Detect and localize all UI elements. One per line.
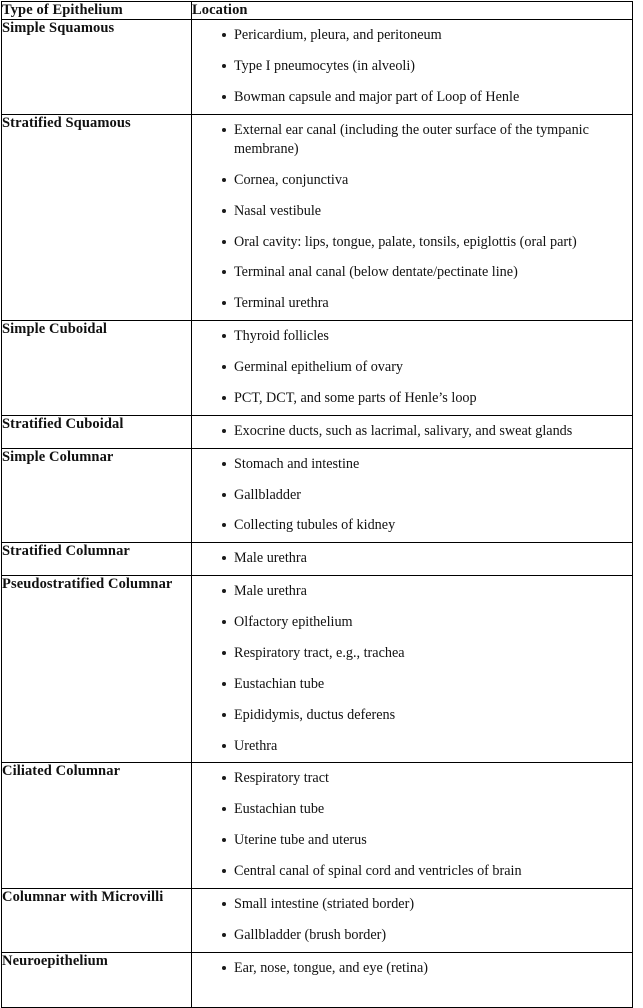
location-list	[192, 895, 632, 945]
epithelium-type-cell: Simple Columnar	[2, 448, 192, 543]
epithelium-type-cell: Neuroepithelium	[2, 952, 192, 1007]
location-list-item: Stomach and intestine	[192, 455, 632, 474]
table-row	[2, 888, 633, 952]
location-list-item: Respiratory tract	[192, 769, 632, 788]
column-header-type-of-epithelium: Type of Epithelium	[2, 2, 192, 20]
location-cell	[192, 576, 633, 763]
location-list-item: Germinal epithelium of ovary	[192, 358, 632, 377]
epithelium-types-table	[1, 1, 633, 1008]
location-cell	[192, 115, 633, 321]
epithelium-type-cell: Columnar with Microvilli	[2, 888, 192, 952]
location-list-item: Exocrine ducts, such as lacrimal, salivary, and sweat glands	[192, 422, 632, 441]
location-list-item: Bowman capsule and major part of Loop of Henle	[192, 88, 632, 107]
location-cell	[192, 888, 633, 952]
epithelium-type-cell: Stratified Squamous	[2, 115, 192, 321]
location-list-item: Eustachian tube	[192, 800, 632, 819]
location-list-item: Olfactory epithelium	[192, 613, 632, 632]
location-cell	[192, 321, 633, 416]
location-list-item: Central canal of spinal cord and ventricles of brain	[192, 862, 632, 881]
location-cell	[192, 763, 633, 889]
location-list-item: Nasal vestibule	[192, 202, 632, 221]
location-list	[192, 582, 632, 755]
table-row	[2, 415, 633, 448]
location-list-item: Collecting tubules of kidney	[192, 516, 632, 535]
location-list	[192, 121, 632, 313]
location-list	[192, 455, 632, 536]
location-list	[192, 769, 632, 881]
location-list-item: Oral cavity: lips, tongue, palate, tonsils, epiglottis (oral part)	[192, 233, 632, 252]
table-row	[2, 763, 633, 889]
table-row	[2, 115, 633, 321]
epithelium-type-cell: Pseudostratified Columnar	[2, 576, 192, 763]
epithelium-type-cell: Ciliated Columnar	[2, 763, 192, 889]
location-cell	[192, 415, 633, 448]
table-row	[2, 952, 633, 1007]
location-list-item: Terminal anal canal (below dentate/pectinate line)	[192, 263, 632, 282]
location-cell	[192, 448, 633, 543]
location-list	[192, 549, 632, 568]
location-cell	[192, 952, 633, 1007]
table-row	[2, 576, 633, 763]
location-list-item: Male urethra	[192, 582, 632, 601]
table-row	[2, 448, 633, 543]
location-cell	[192, 20, 633, 115]
location-list-item: Gallbladder	[192, 486, 632, 505]
location-list-item: Ear, nose, tongue, and eye (retina)	[192, 959, 632, 978]
location-list-item: Gallbladder (brush border)	[192, 926, 632, 945]
location-list	[192, 959, 632, 978]
location-list	[192, 26, 632, 107]
location-cell	[192, 543, 633, 576]
location-list-item: Epididymis, ductus deferens	[192, 706, 632, 725]
location-list-item: Respiratory tract, e.g., trachea	[192, 644, 632, 663]
location-list-item: Terminal urethra	[192, 294, 632, 313]
table-row	[2, 543, 633, 576]
location-list	[192, 422, 632, 441]
epithelium-type-cell: Simple Squamous	[2, 20, 192, 115]
location-list-item: External ear canal (including the outer surface of the tympanic membrane)	[192, 121, 632, 159]
location-list-item: PCT, DCT, and some parts of Henle’s loop	[192, 389, 632, 408]
epithelium-type-cell: Simple Cuboidal	[2, 321, 192, 416]
location-list-item: Cornea, conjunctiva	[192, 171, 632, 190]
table-row	[2, 20, 633, 115]
location-list-item: Male urethra	[192, 549, 632, 568]
table-row	[2, 321, 633, 416]
epithelium-type-cell: Stratified Cuboidal	[2, 415, 192, 448]
table-header-row	[2, 2, 633, 20]
location-list	[192, 327, 632, 408]
location-list-item: Urethra	[192, 737, 632, 756]
column-header-location: Location	[192, 2, 633, 20]
location-list-item: Small intestine (striated border)	[192, 895, 632, 914]
location-list-item: Thyroid follicles	[192, 327, 632, 346]
location-list-item: Type I pneumocytes (in alveoli)	[192, 57, 632, 76]
table-header	[2, 2, 633, 20]
location-list-item: Uterine tube and uterus	[192, 831, 632, 850]
table-body	[2, 20, 633, 1007]
epithelium-type-cell: Stratified Columnar	[2, 543, 192, 576]
location-list-item: Pericardium, pleura, and peritoneum	[192, 26, 632, 45]
location-list-item: Eustachian tube	[192, 675, 632, 694]
